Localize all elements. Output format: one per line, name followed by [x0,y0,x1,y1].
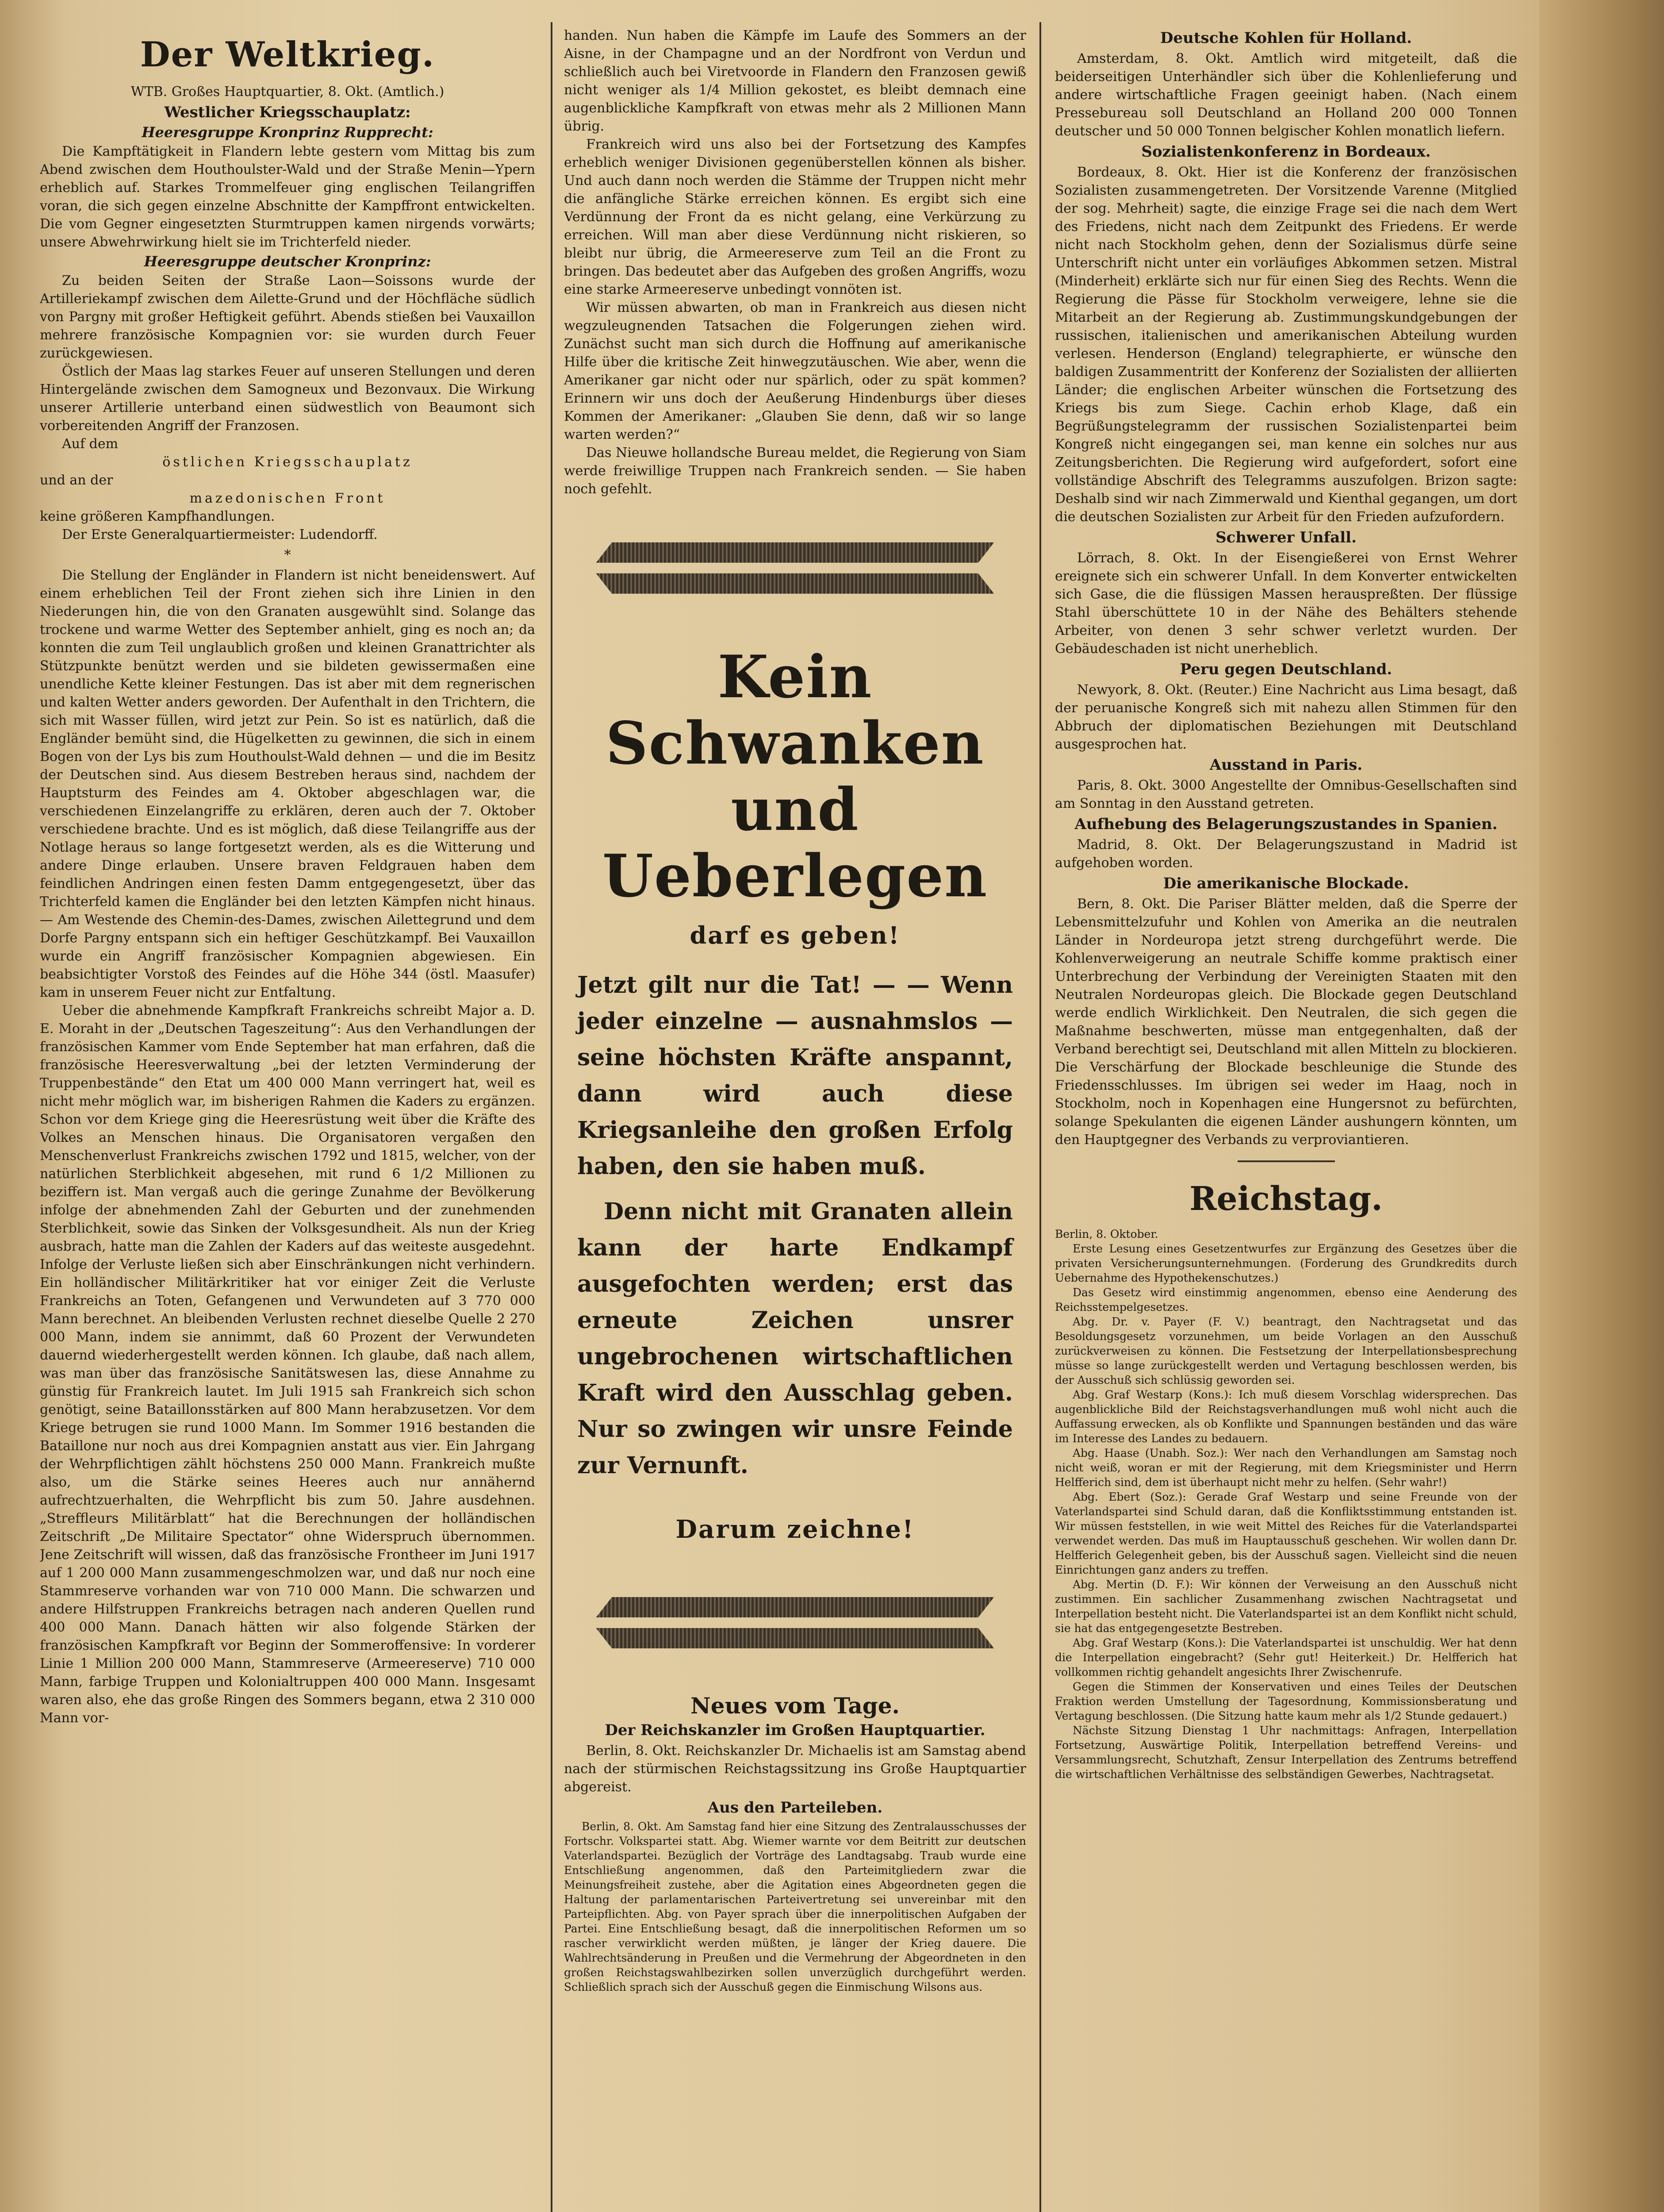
news-paragraph: Berlin, 8. Okt. Am Samstag fand hier eine Sitzung des Zentralausschusses der Fortschr. Volkspartei statt. Abg. Wiemer warnte vor dem Beitritt zur deutschen Vaterlandspartei. Bezüglich der Vorträge des Landtagsabg. Traub wurde eine Entschließung angenommen, daß den Parteimitgliedern zwar die Meinungsfreiheit zustehe, aber die Agitation eines Abgeordneten gegen die Haltung der parlamentarischen Parteivertretung sei unvereinbar mit den Parteipflichten. Abg. von Payer sprach über die innerpolitischen Aufgaben der Partei. Eine Entschließung besagt, daß die innerpolitischen Reformen um so rascher verwirklicht werden müßten, je länger der Krieg dauere. Die Wahlrechtsänderung in Preußen und die Vermehrung der Abgeordneten in den großen Reichstagswahlbezirken sollen unverzüglich durchgeführt werden. Schließlich sprach sich der Ausschuß gegen die Einmischung Wilsons aus. [564,1820,1026,1993]
news-headline: Schwerer Unfall. [1215,529,1357,546]
reichstag-paragraph: Abg. Mertin (D. F.): Wir können der Verweisung an den Ausschuß nicht zustimmen. Ein sachlicher Zusammenhang zwischen Nachtragsetat und Interpellation besteht nicht. Die Vaterlandspartei ist an dem Konflikt nicht schuld, sie hat das entgegengesetzte Bestreben. [1055,1578,1517,1635]
separator-star: * [284,547,291,563]
news-headline: Der Reichskanzler im Großen Hauptquartier. [605,1721,985,1739]
paragraph: Wir müssen abwarten, ob man in Frankreich aus diesen nicht wegzuleugnenden Tatsachen die Folgerungen ziehen wird. Zunächst sucht man sich durch die Hoffnung auf amerikanische Hilfe über die kritische Zeit hinwegzutäuschen. Wie aber, wenn die Amerikaner gar nicht oder nur spärlich, oder zu spät kommen? Erinnern wir uns doch der Aeußerung Hindenburgs über dieses Kommen der Amerikaner: „Glauben Sie denn, daß wir so lange warten werden?“ [564,300,1026,442]
reichstag-paragraph: Erste Lesung eines Gesetzentwurfes zur Ergänzung des Gesetzes über die privaten Versicherungsunternehmungen. (Forderung des Grundkredits durch Uebernahme des Hypothekenschutzes.) [1055,1242,1517,1284]
column-rule-2 [1039,22,1041,2212]
heading-western-front: Westlicher Kriegsschauplatz: [164,104,411,121]
ad-subheadline: darf es geben! [690,921,901,949]
war-loan-advertisement [564,595,1026,1544]
paragraph: handen. Nun haben die Kämpfe im Laufe des Sommers an der Aisne, in der Champagne und an der Nordfront von Verdun und schließlich auch bei Viretvoorde in Flandern den Franzosen gewiß nicht weniger als 1/4 Million gekostet, es bleibt demnach eine augenblickliche Kampfkraft von etwas mehr als 2 Millionen Mann übrig. [564,28,1026,134]
news-paragraph: Bordeaux, 8. Okt. Hier ist die Konferenz der französischen Sozialisten zusammengetreten. Der Vorsitzende Varenne (Mitglied der sog. Mehrheit) sagte, die einzige Frage sei die nach dem Wert des Friedens, nicht nach dem Zeitpunkt des Friedens. Er werde nicht nach Stockholm gehen, denn der Sozialismus dürfe seine Unterschrift nicht unter ein vorläufiges Abkommen setzen. Mistral (Minderheit) erklärte sich nur für einen Sieg des Rechts. Wenn die Regierung die Pässe für Stockholm verweigere, lehne sie die Mitarbeit an der Regierung ab. Zustimmungskundgebungen der russischen, italienischen und amerikanischen Abteilung wurden verlesen. Henderson (England) telegraphierte, er wünsche den baldigen Zusammentritt der Konferenz der Sozialisten der alliierten Länder; die englischen Arbeiter wünschen die Fortsetzung des Kriegs bis zum Siege. Cachin erhob Klage, daß ein Begrüßungstelegramm der russischen Sozialistenpartei beim Kongreß nicht eingegangen sei, man kenne ein solches nur aus Zeitungsberichten. Die Regierung wird aufgefordert, sofort eine vollständige Abschrift des Telegramms auszufolgen. Brizon sagte: Deshalb sind wir nach Zimmerwald und Kienthal gegangen, um dort die deutschen Sozialisten zur Arbeit für den Frieden aufzufordern. [1055,165,1517,525]
reichstag-paragraph: Abg. Haase (Unabh. Soz.): Wer nach den Verhandlungen am Samstag noch nicht weiß, woran er mit der Regierung, mit dem Kriegsminister und Herrn Helfferich sind, dem ist überhaupt nicht mehr zu helfen. (Sehr wahr!) [1055,1447,1517,1489]
ad-call-to-action: Darum zeichne! [675,1515,915,1544]
section-divider [1238,1160,1335,1162]
news-paragraph: Bern, 8. Okt. Die Pariser Blätter melden, daß die Sperre der Lebensmittelzufuhr und Kohlen von Amerika an die neutralen Länder in Nordeuropa jetzt streng durchgeführt werde. Die Kohlenverweigerung an neutrale Schiffe komme praktisch einer Unterbrechung der Verbindung der Vereinigten Staaten mit den Neutralen Nordeuropas gleich. Die Blockade gegen Deutschland werde endlich Wirklichkeit. Den Neutralen, die sich gegen die Maßnahme beschwerten, müsse man entgegenhalten, daß der Verband berechtigt sei, Deutschland mit allen Mitteln zu blockieren. Die Verschärfung der Blockade beschleunige die Stunde des Friedensschlusses. Im übrigen sei weder im Haag, noch in Stockholm, noch in Kopenhagen eine Hungersnot zu befürchten, solange Spekulanten die eigenen Länder aushungern könnten, um den Hauptgegner des Verbands zu verproviantieren. [1055,896,1517,1148]
reichstag-dateline: Berlin, 8. Oktober. [1055,1228,1158,1240]
text-line: keine größeren Kampfhandlungen. [40,509,275,524]
heading-army-group-rupprecht: Heeresgruppe Kronprinz Rupprecht: [142,124,433,141]
reichstag-paragraph: Abg. Graf Westarp (Kons.): Die Vaterlandspartei ist unschuldig. Wer hat denn die Interpellation eingebracht? (Sehr gut! Heiterkeit.) Dr. Helfferich hat vollkommen richtig gehandelt angesichts Ihrer Zwischenrufe. [1055,1636,1517,1678]
ad-headline-line: Schwanken [606,709,985,778]
reichstag-paragraph: Abg. Dr. v. Payer (F. V.) beantragt, den Nachtragsetat und das Besoldungsgesetz vorzunehmen, um beide Vorlagen an den Ausschuß zurückverweisen zu können. Die Festsetzung der Interpellationsbesprechung müsse so lange zurückgestellt werden und Vertagung beschlossen werden, bis der Ausschuß sich schlüssig geworden sei. [1055,1315,1517,1386]
news-paragraph: Madrid, 8. Okt. Der Belagerungszustand in Madrid ist aufgehoben worden. [1055,837,1517,871]
heading-army-group-kronprinz: Heeresgruppe deutscher Kronprinz: [144,253,431,270]
reichstag-paragraph: Abg. Graf Westarp (Kons.): Ich muß diesem Vorschlag widersprechen. Das augenblickliche Bild der Reichstagsverhandlungen muß wohl nicht auch die Auffassung erwecken, als ob Konflikte und Spannungen beständen und das wäre im Interesse des Landes zu bedauern. [1055,1388,1517,1445]
news-headline: Aus den Parteileben. [707,1799,883,1816]
dispatch-source: WTB. Großes Hauptquartier, 8. Okt. (Amtlich.) [130,84,445,100]
paragraph: Die Stellung der Engländer in Flandern ist nicht beneidenswert. Auf einem erheblichen Teil der Front ziehen sich ihre Linien in den Niederungen hin, die von den Granaten ausgewühlt sind. Solange das trockene und warme Wetter des September anhielt, ging es noch an; da konnten die zum Teil unglaublich großen und kleinen Granattrichter als Stützpunkte benützt werden und sie bildeten gewissermaßen eine unendliche Kette kleiner Festungen. Das ist aber mit dem regnerischen und kalten Wetter anders geworden. Der Aufenthalt in den Trichtern, die sich mit Wasser füllen, wird jetzt zur Pein. So ist es natürlich, daß die Engländer bemüht sind, die Hügelketten zu gewinnen, die sich in einem Bogen von der Lys bis zum Houthoulst-Wald dehnen — und die im Besitz der Deutschen sind. Aus diesem Bestreben heraus sind, nachdem der Hauptsturm des Feindes am 4. Oktober abgeschlagen war, die verschiedenen Einzelangriffe zu erklären, deren auch der 7. Oktober verschiedene brachte. Und es ist möglich, daß diese Teilangriffe aus der Notlage heraus so lange fortgesetzt werden, als es die Witterung und andere Dinge erlauben. Unsere braven Feldgrauen haben dem feindlichen Andringen einen festen Damm entgegengesetzt, über das Trichterfeld kamen die Engländer bei den letzten Kämpfen nicht hinaus. — Am Westende des Chemin-des-Dames, zwischen Ailettegrund und dem Dorfe Pargny entspann sich ein heftiger Geschützkampf. Bei Vauxaillon wurde ein Angriff französischer Kompagnien abgewiesen. Ein beabsichtigter Vorstoß des Feindes auf die Höhe 344 (östl. Maasufer) kam in unserem Feuer nicht zur Entfaltung. [40,568,535,1000]
news-paragraph: Berlin, 8. Okt. Reichskanzler Dr. Michaelis ist am Samstag abend nach der stürmischen Reichstagssitzung ins Große Hauptquartier abgereist. [564,1743,1026,1795]
reichstag-paragraph: Nächste Sitzung Dienstag 1 Uhr nachmittags: Anfragen, Interpellation Fortsetzung, Auswärtige Politik, Interpellation betreffend Vereins- und Versammlungsrecht, Schutzhaft, Zensur Interpellation des Zentrums betreffend die wirtschaftlichen Verhältnisse des selbständigen Gewerbes, Nachtragsetat. [1055,1724,1517,1781]
binding-edge [1539,0,1664,2212]
signature-line: Der Erste Generalquartiermeister: Ludendorff. [62,527,378,542]
news-headline: Deutsche Kohlen für Holland. [1160,29,1412,47]
section-title-weltkrieg: Der Weltkrieg. [140,35,435,75]
paragraph: Frankreich wird uns also bei der Fortsetzung des Kampfes erheblich weniger Divisionen gegenüberstellen können als bisher. Und auch dann noch werden die Stämme der Truppen nicht mehr die anfängliche Stärke erreichen können. Es ergibt sich eine Verdünnung der Front da es nicht gelang, eine Verkürzung zu erreichen. Will man aber diese Verdünnung nicht riskieren, so bleibt nur übrig, die Armeereserve zum Teil an die Front zu bringen. Das bedeutet aber das Aufgeben des großen Angriffs, wozu eine starke Armeereserve unbedingt vonnöten ist. [564,137,1026,297]
news-paragraph: Paris, 8. Okt. 3000 Angestellte der Omnibus-Gesellschaften sind am Sonntag in den Ausstand getreten. [1055,778,1517,811]
news-paragraph: Lörrach, 8. Okt. In der Eisengießerei von Ernst Wehrer ereignete sich ein schwerer Unfall. In dem Konverter entwickelten sich Gase, die die flüssigen Massen herauspreßten. Der flüssige Stahl überschüttete 10 in der Nähe des Behälters stehende Arbeiter, von denen 3 sehr schwer verletzt wurden. Der Gebäudeschaden ist nicht unerheblich. [1055,550,1517,657]
ad-text: Denn nicht mit Granaten allein kann der harte Endkampf ausgefochten werden; erst das erneute Zeichen unsrer ungebrochenen wirtschaftlichen Kraft wird den Ausschlag geben. Nur so zwingen wir unsre Feinde zur Vernunft. [577,1198,1013,1479]
news-paragraph: Amsterdam, 8. Okt. Amtlich wird mitgeteilt, daß die beiderseitigen Unterhändler sich über die Kohlenlieferung und andere wirtschaftliche Fragen geeinigt haben. (Nach einem Pressebureau soll Deutschland an Holland 200 000 Tonnen deutscher und 50 000 Tonnen belgischer Kohlen monatlich liefern. [1055,51,1517,139]
news-headline: Sozialistenkonferenz in Bordeaux. [1141,143,1431,161]
paragraph: Die Kampftätigkeit in Flandern lebte gestern vom Mittag bis zum Abend zwischen dem Houthoulster-Wald und der Straße Menin—Ypern erheblich auf. Starkes Trommelfeuer ging englischen Teilangriffen voran, die sich gegen einzelne Abschnitte der Kampffront entwickelten. Die vom Gegner eingesetzten Sturmtruppen kamen nirgends vorwärts; unsere Abwehrwirkung hielt sie im Trichterfeld nieder. [40,144,535,250]
reichstag-paragraph: Abg. Ebert (Soz.): Gerade Graf Westarp und seine Freunde von der Vaterlandspartei sind Schuld daran, daß die Konfliktsstimmung entstanden ist. Wir müssen feststellen, in wie weit Mittel des Reiches für die Vaterlandspartei verwendet werden. Das muß im Hauptausschuß geschehen. Wir wollen dann Dr. Helfferich Gelegenheit geben, bis der Ausschuß sagen. Vielleicht sind die neuen Einrichtungen ganz anders zu treffen. [1055,1490,1517,1576]
reichstag-paragraph: Gegen die Stimmen der Konservativen und eines Teiles der Deutschen Fraktion werden Umstellung der Tagesordnung, Kommissionsberatung und Vertagung beschlossen. (Die Sitzung hatte kaum mehr als 1/2 Stunde gedauert.) [1055,1680,1517,1722]
ad-decor-band-bottom [596,1597,994,1650]
news-paragraph: Newyork, 8. Okt. (Reuter.) Eine Nachricht aus Lima besagt, daß der peruanische Kongreß sich mit nahezu allen Stimmen für den Abbruch der diplomatischen Beziehungen mit Deutschland ausgesprochen hat. [1055,682,1517,752]
news-headline: Ausstand in Paris. [1209,756,1363,774]
ad-headline-line: Kein [717,643,873,711]
column-3 [1055,27,1517,2212]
column-1 [40,27,535,2212]
ad-decor-band-top [596,542,994,595]
news-headline: Aufhebung des Belagerungszustandes in Spanien. [1074,815,1498,833]
spaced-heading-macedonian-front: mazedonischen Front [189,491,386,506]
news-headline: Peru gegen Deutschland. [1180,661,1392,678]
section-title-reichstag: Reichstag. [1189,1180,1383,1218]
reichstag-paragraph: Das Gesetz wird einstimmig angenommen, ebenso eine Aenderung des Reichsstempelgesetzes. [1055,1286,1517,1313]
section-title-news: Neues vom Tage. [690,1693,900,1719]
paragraph: Östlich der Maas lag starkes Feuer auf unseren Stellungen und deren Hintergelände zwischen dem Samogneux und Bezonvaux. Die Wirkung unserer Artillerie unterband einen südwestlich von Beaumont sich vorbereitenden Angriff der Franzosen. [40,364,535,434]
column-2 [564,27,1026,2212]
ad-headline-line: und Ueberlegen [602,776,988,910]
paragraph: Zu beiden Seiten der Straße Laon—Soissons wurde der Artilleriekampf zwischen dem Ailette-Grund und der Höchfläche südlich von Pargny mit großer Heftigkeit geführt. Abends stießen bei Vauxaillon mehrere französische Kompagnien vor: sie wurden durch Feuer zurückgewiesen. [40,273,535,361]
paragraph: Das Nieuwe hollandsche Bureau meldet, die Regierung von Siam werde freiwillige Truppen nach Frankreich senden. — Sie haben noch gefehlt. [564,445,1026,497]
spaced-heading-eastern-front: östlichen Kriegsschauplatz [162,454,413,470]
paragraph: Ueber die abnehmende Kampfkraft Frankreichs schreibt Major a. D. E. Moraht in der „Deutschen Tageszeitung“: Aus den Verhandlungen der französischen Kammer vom Ende September hat man erfahren, daß die französische Heeresverwaltung „bei der letzten Verminderung der Truppenbestände“ den Etat um 400 000 Mann verringert hat, weil es nicht mehr möglich war, im bisherigen Rahmen die Kaders zu ergänzen. Schon vor dem Kriege ging die Heeresrüstung weit über die Kräfte des Volkes an Menschen hinaus. Die Organisatoren vergaßen den Menschenverlust Frankreichs zwischen 1792 und 1815, welcher, von der natürlichen Sterblichkeit abgesehen, mit rund 6 1/2 Millionen zu beziffern ist. Man vergaß auch die geringe Zunahme der Bevölkerung infolge der abnehmenden Zahl der Geburten und der zunehmenden Sterblichkeit, sowie das Sinken der Volksgesundheit. Als nun der Krieg ausbrach, hatte man die Zahlen der Kaders auf das weiteste ausgedehnt. Infolge der Verluste ließen sich aber Einschränkungen nicht verhindern. Ein holländischer Militärkritiker hat vor einiger Zeit die Verluste Frankreichs an Toten, Gefangenen und Verwundeten auf 3 770 000 Mann berechnet. An bleibenden Verlusten rechnet dieselbe Quelle 2 270 000 Mann, indem sie annimmt, daß 60 Prozent der Verwundeten dauernd wiederhergestellt werden können. Ich glaube, daß nach allem, was man über das französische Sanitätswesen las, diese Annahme zu günstig für Frankreich lautet. Im Juli 1915 sah Frankreich sich schon genötigt, seine Bataillonsstärken auf 800 Mann herabzusetzen. Vor dem Kriege betrugen sie rund 1000 Mann. Im Sommer 1916 bestanden die Bataillone nur noch aus drei Kompagnien anstatt aus vier. Ein Jahrgang der Wehrpflichtigen zählt höchstens 250 000 Mann. Frankreich mußte also, um die Stärke seines Heeres auch nur annähernd aufrechtzuerhalten, die Wehrpflicht bis zum 50. Jahre ausdehnen. „Streffleurs Militärblatt“ hat die Berechnungen der holländischen Zeitschrift „De Militaire Spectator“ ohne Widerspruch übernommen. Jene Zeitschrift will wissen, daß das französische Frontheer im Juni 1917 auf 1 200 000 Mann zusammengeschmolzen war, und daß nur noch eine Stammreserve vorhanden war von 710 000 Mann. Die schwarzen und andere Hilfstruppen Frankreichs betragen nach anderen Quellen rund 400 000 Mann. Danach hätten wir also folgende Stärken der französischen Kampfkraft vor Beginn der Sommeroffensive: In vorderer Linie 1 Million 200 000 Mann, Stammreserve (Armeereserve) 710 000 Mann, farbige Truppen und Kolonialtruppen 400 000 Mann. Insgesamt waren also, ehe das große Ringen des Sommers begann, etwa 2 310 000 Mann vor- [40,1003,535,1726]
column-rule-1 [551,22,552,2212]
text-line: Auf dem [62,436,119,452]
text-line: und an der [40,472,113,488]
ad-text: Jetzt gilt nur die Tat! — — Wenn jeder einzelne — ausnahmslos — seine höchsten Kräfte anspannt, dann wird auch diese Kriegsanleihe den großen Erfolg haben, den sie haben muß. [577,972,1013,1180]
news-headline: Die amerikanische Blockade. [1163,875,1409,892]
